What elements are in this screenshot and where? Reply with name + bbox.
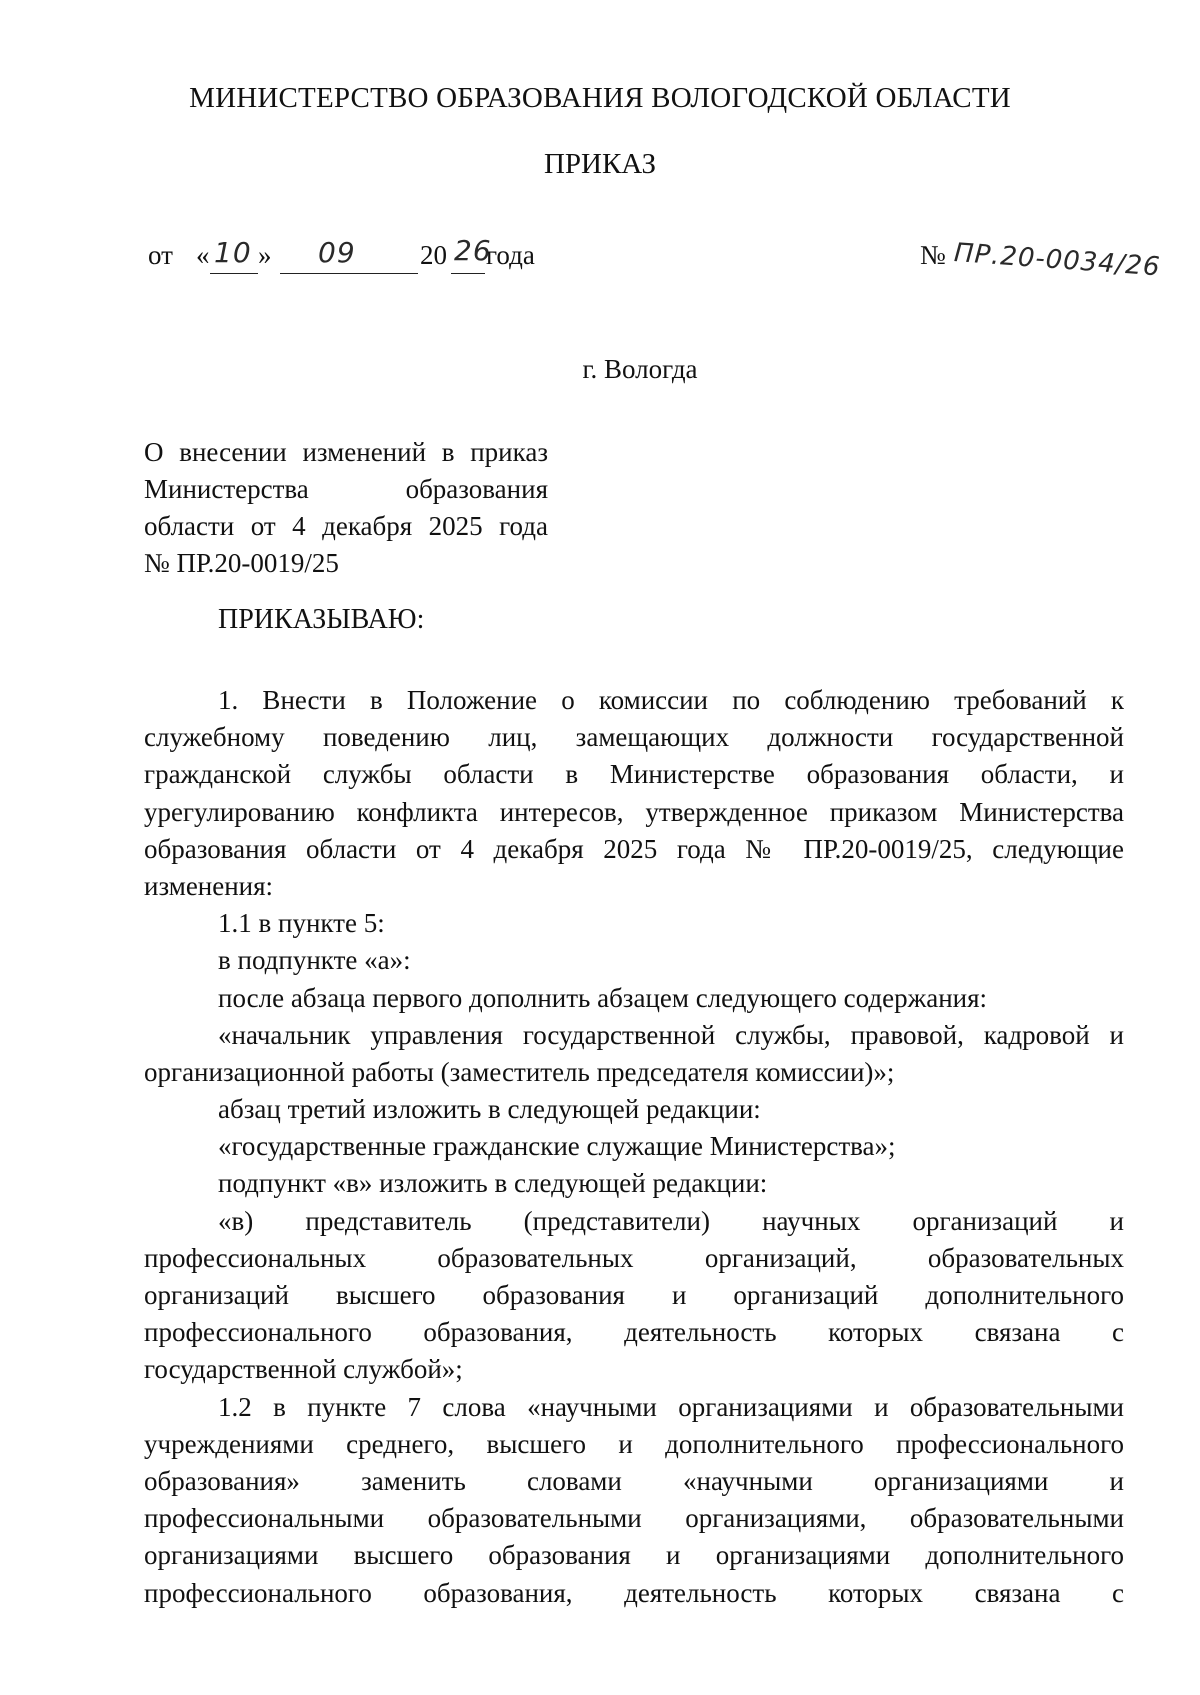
body-line: профессиональных образовательных организаций, образовательных xyxy=(144,1242,1124,1273)
subject-line: Министерства образования xyxy=(144,474,548,504)
body-line: абзац третий изложить в следующей редакции: xyxy=(218,1094,761,1125)
body-line: образования области от 4 декабря 2025 года № ПР.20-0019/25, следующие xyxy=(144,833,1124,864)
date-year-handwritten: 26 xyxy=(454,234,492,267)
date-month-underline xyxy=(280,273,418,274)
body-line: учреждениями среднего, высшего и дополнительного профессионального xyxy=(144,1428,1124,1459)
body-line: «государственные гражданские служащие Министерства»; xyxy=(218,1131,896,1162)
ministry-heading: МИНИСТЕРСТВО ОБРАЗОВАНИЯ ВОЛОГОДСКОЙ ОБЛАСТИ xyxy=(189,82,1011,114)
city-line: г. Вологда xyxy=(582,354,698,384)
body-line: организационной работы (заместитель председателя комиссии)»; xyxy=(144,1056,895,1087)
subject-line: области от 4 декабря 2025 года xyxy=(144,511,548,541)
date-year-prefix: 20 xyxy=(420,240,447,270)
body-line: гражданской службы области в Министерстве образования области, и xyxy=(144,759,1124,790)
body-line: 1.2 в пункте 7 слова «научными организациями и образовательными xyxy=(218,1391,1124,1422)
body-line: государственной службой»; xyxy=(144,1354,463,1385)
body-line: 1.1 в пункте 5: xyxy=(218,908,385,939)
order-body xyxy=(144,682,1124,1612)
number-line xyxy=(920,240,1180,284)
body-line: организациями высшего образования и организациями дополнительного xyxy=(144,1540,1124,1571)
body-line: профессионального образования, деятельность которых связана с xyxy=(144,1317,1124,1348)
date-close-quote: » xyxy=(258,240,272,270)
body-line: «начальник управления государственной службы, правовой, кадровой и xyxy=(218,1019,1124,1050)
body-line: изменения: xyxy=(144,870,274,901)
body-line: подпункт «в» изложить в следующей редакции: xyxy=(218,1168,768,1199)
orders-word: ПРИКАЗЫВАЮ: xyxy=(218,604,425,635)
number-sign: № xyxy=(920,240,946,270)
body-line: организаций высшего образования и организаций дополнительного xyxy=(144,1280,1124,1310)
body-line: профессиональными образовательными организациями, образовательными xyxy=(144,1503,1124,1534)
body-line: в подпункте «а»: xyxy=(218,945,411,976)
body-line: служебному поведению лиц, замещающих должности государственной xyxy=(144,722,1124,753)
body-line: 1. Внести в Положение о комиссии по соблюдению требований к xyxy=(218,685,1124,715)
date-year-word: года xyxy=(486,240,535,270)
body-line: образования» заменить словами «научными организациями и xyxy=(144,1465,1124,1496)
body-line: после абзаца первого дополнить абзацем следующего содержания: xyxy=(218,982,988,1013)
order-subject xyxy=(144,434,548,582)
date-prefix: от xyxy=(148,240,173,270)
subject-line: № ПР.20-0019/25 xyxy=(144,548,339,578)
document-type-heading: ПРИКАЗ xyxy=(543,148,657,180)
body-line: урегулированию конфликта интересов, утвержденное приказом Министерства xyxy=(144,796,1124,827)
subject-line: О внесении изменений в приказ xyxy=(144,437,548,467)
date-day-underline xyxy=(210,273,258,274)
body-line: профессионального образования, деятельность которых связана с xyxy=(144,1577,1124,1608)
date-day-handwritten: 10 xyxy=(214,236,252,269)
date-open-quote: « xyxy=(196,240,210,270)
date-year-underline xyxy=(451,273,485,274)
body-line: «в) представитель (представители) научных организаций и xyxy=(218,1205,1124,1236)
order-number-handwritten: ПР.20-0034/26 xyxy=(952,238,1162,283)
date-month-handwritten: 09 xyxy=(318,236,356,269)
